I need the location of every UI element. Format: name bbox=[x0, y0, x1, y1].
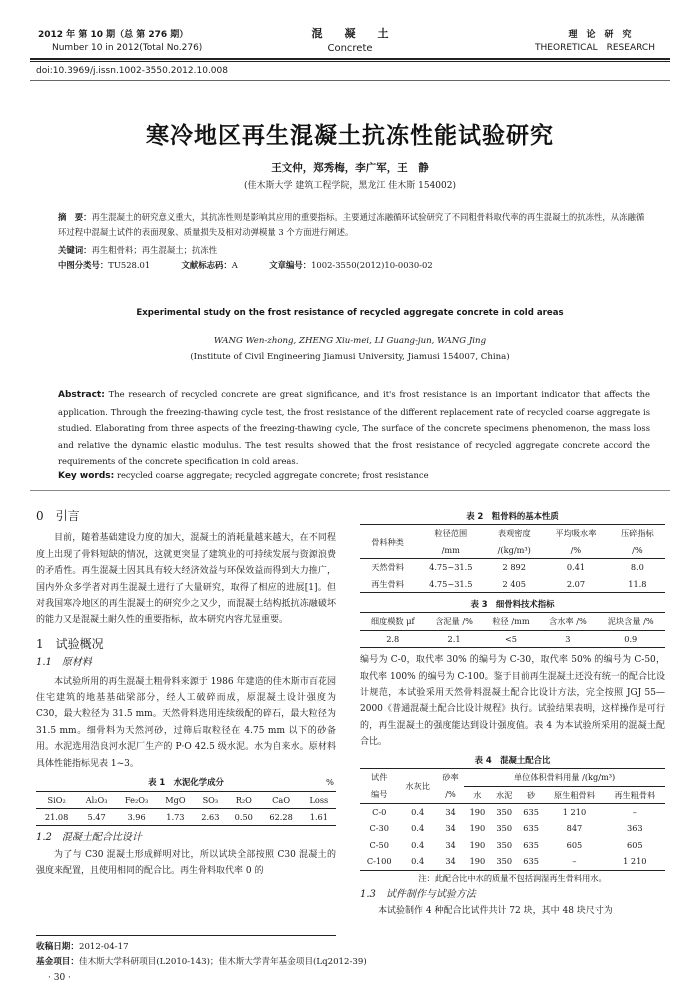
t4-cell: 635 bbox=[523, 823, 539, 834]
keywords-cn: 关键词：再生粗骨料；再生混凝土；抗冻性 bbox=[58, 245, 218, 255]
t1-value-cell: 21.08 bbox=[44, 811, 69, 822]
t2-cell: 11.8 bbox=[628, 578, 647, 589]
t4-cell: 0.4 bbox=[411, 823, 425, 834]
classification-line: 中图分类号：TU528.01 文献标志码：A 文章编号：1002-3550(2012)10-0030-02 bbox=[58, 260, 433, 270]
table-row bbox=[360, 576, 665, 593]
t4-cell: C-100 bbox=[366, 856, 392, 867]
t2-h4a: 压碎指标 bbox=[620, 528, 654, 539]
t4-h-sr-a: 砂率 bbox=[442, 772, 459, 783]
t4-cell: 847 bbox=[566, 823, 583, 834]
fund-info: 基金项目：佳木斯大学科研项目(L2010-143)；佳木斯大学青年基金项目(Lq2012-39) bbox=[36, 957, 367, 967]
section-1-3-title: 1.3 试件制作与试验方法 bbox=[360, 888, 476, 900]
t1-value-cell: 3.96 bbox=[127, 811, 146, 822]
t2-h-type: 骨料种类 bbox=[371, 536, 404, 547]
t1-header-cell: Fe₂O₃ bbox=[124, 794, 149, 805]
affiliation: (佳木斯大学 建筑工程学院，黑龙江 佳木斯 154002) bbox=[244, 181, 456, 191]
affiliation-en: (Institute of Civil Engineering Jiamusi University, Jiamusi 154007, China) bbox=[190, 352, 510, 362]
t4-cell: 605 bbox=[566, 839, 583, 850]
t4-cell: C-30 bbox=[369, 823, 389, 834]
right-para-1: 编号为 C-0，取代率 30% 的编号为 C-30，取代率 50% 的编号为 C-50，取代率 100% 的编号为 C-100。鉴于目前再生混凝土还没有统一的配合比设计规范，本试验采用天然骨料混凝土配合比设计方法，完全按照 JGJ 55—2000《普通混凝土配合比设计规程》执行。试验结果表明，这样操作是可行的，再生混凝土的强度能达到设计强度值。表 4 为本试验所采用的混凝土配合比。 bbox=[360, 655, 665, 748]
t4-cell: 635 bbox=[523, 806, 539, 817]
section-1-3-text: 本试验制作 4 种配合比试件共计 72 块，其中 48 块尺寸为 bbox=[378, 905, 613, 916]
table-3-caption: 表 3 细骨料技术指标 bbox=[470, 599, 555, 610]
t4-cell: C-0 bbox=[372, 806, 387, 817]
t4-cell: 0.4 bbox=[411, 856, 425, 867]
t4-cell: – bbox=[572, 856, 577, 867]
t4-cell: 350 bbox=[496, 823, 513, 834]
t4-cell: 363 bbox=[626, 823, 643, 834]
t1-header-cell: Loss bbox=[309, 794, 329, 805]
t1-value-cell: 62.28 bbox=[269, 811, 293, 822]
t1-header-cell: R₂O bbox=[235, 794, 252, 805]
t4-h-wc: 水灰比 bbox=[405, 780, 430, 791]
t3-header-cell: 含泥量 /% bbox=[435, 616, 473, 627]
section-1-title: 1 试验概况 bbox=[36, 636, 104, 651]
table-4-grid bbox=[360, 768, 665, 870]
t2-h3b: /% bbox=[570, 544, 582, 555]
section-0-title: 0 引言 bbox=[36, 509, 80, 523]
t1-value-cell: 0.50 bbox=[234, 811, 253, 822]
section-cn: 理 论 研 究 bbox=[568, 30, 632, 40]
table-row bbox=[360, 853, 665, 870]
t4-cell: 34 bbox=[445, 839, 456, 850]
t4-cell: 190 bbox=[469, 823, 486, 834]
table-1 bbox=[36, 774, 336, 826]
t4-sub-header: 砂 bbox=[527, 789, 536, 800]
t2-cell: 8.0 bbox=[630, 562, 644, 573]
right-column bbox=[360, 508, 665, 919]
t2-h4b: /% bbox=[632, 544, 643, 555]
t3-value-cell: 3 bbox=[565, 633, 571, 644]
t3-header-cell: 泥块含量 /% bbox=[607, 616, 654, 627]
t4-cell: 34 bbox=[445, 806, 456, 817]
t3-value-cell: 2.1 bbox=[447, 633, 461, 644]
t1-header-cell: SiO₂ bbox=[47, 794, 66, 805]
table-1-caption: 表 1 水泥化学成分 bbox=[148, 777, 224, 788]
t3-header-cell: 粒径 /mm bbox=[492, 616, 530, 627]
t2-cell: 2.07 bbox=[566, 578, 586, 589]
t4-h-group: 单位体积骨料用量 /(kg/m³) bbox=[464, 769, 665, 786]
section-1-2-text: 为了与 C30 混凝土形成鲜明对比，所以试块全部按照 C30 混凝土的强度来配置，且使用相同的配合比。再生骨料取代率 0 的 bbox=[36, 849, 336, 877]
t2-cell: 4.75~31.5 bbox=[429, 562, 473, 573]
t1-value-cell: 1.73 bbox=[166, 811, 185, 822]
table-3-grid bbox=[360, 612, 665, 648]
t3-header-cell: 含水率 /% bbox=[549, 616, 587, 627]
journal-en: Concrete bbox=[327, 43, 373, 54]
t4-cell: 0.4 bbox=[411, 806, 425, 817]
table-1-unit: % bbox=[326, 777, 334, 788]
table-row bbox=[360, 559, 665, 576]
received-date: 收稿日期：2012-04-17 bbox=[36, 942, 129, 952]
t4-cell: 34 bbox=[445, 856, 456, 867]
section-en: THEORETICAL RESEARCH bbox=[535, 43, 655, 53]
t2-h2b: /(kg/m³) bbox=[497, 544, 531, 555]
table-2-caption: 表 2 粗骨料的基本性质 bbox=[466, 511, 559, 521]
t1-header-cell: CaO bbox=[272, 794, 291, 805]
t4-cell: 1 210 bbox=[562, 806, 587, 817]
authors: 王文仲，郑秀梅，李广军，王 静 bbox=[271, 162, 429, 174]
table-4-caption: 表 4 混凝土配合比 bbox=[474, 754, 551, 765]
t4-cell: 350 bbox=[496, 839, 513, 850]
t1-value-cell: 1.61 bbox=[309, 811, 328, 822]
t4-cell: 0.4 bbox=[411, 839, 425, 850]
t4-cell: C-50 bbox=[369, 839, 389, 850]
t2-cell: 0.41 bbox=[566, 562, 586, 573]
header-rule-thin bbox=[30, 61, 670, 62]
t2-h1b: /mm bbox=[441, 544, 460, 555]
t2-cell: 再生骨料 bbox=[371, 578, 404, 589]
t4-cell: 190 bbox=[469, 806, 486, 817]
t1-value-cell: 2.63 bbox=[201, 811, 220, 822]
abstract-rule bbox=[30, 490, 670, 491]
t1-value-cell: 5.47 bbox=[87, 811, 106, 822]
authors-en: WANG Wen-zhong, ZHENG Xiu-mei, LI Guang-jun, WANG Jing bbox=[213, 336, 487, 346]
issue-cn: 2012 年 第 10 期（总 第 276 期） bbox=[38, 30, 189, 40]
doi[interactable]: doi:10.3969/j.issn.1002-3550.2012.10.008 bbox=[36, 66, 228, 76]
table-row bbox=[360, 837, 665, 853]
t4-cell: 34 bbox=[445, 823, 456, 834]
paper-title: 寒冷地区再生混凝土抗冻性能试验研究 bbox=[146, 123, 554, 149]
t4-sub-header: 再生粗骨料 bbox=[614, 789, 656, 800]
t4-h-id-b: 编号 bbox=[371, 789, 388, 800]
t2-h2a: 表观密度 bbox=[497, 528, 531, 539]
section-0-text: 目前，随着基础建设力度的加大，混凝土的消耗量越来越大，在不同程度上出现了骨料短缺的情况，这就更突显了建筑业的可持续发展与资源浪费的矛盾性。再生混凝土因其具有较大经济效益与环保效益而得到大力推广，国内外众多学者对再生混凝土进行了大量研究，取得了相应的进展[1]。但对我国寒冷地区的再生混凝土的研究少之又少，而混凝土结构抵抗冻融破坏的能力又是混凝土耐久性的重要指标，故本研究内容尤显重要。 bbox=[36, 533, 336, 626]
t2-h1a: 粒径范围 bbox=[434, 528, 468, 539]
t2-h3a: 平均吸水率 bbox=[555, 528, 597, 539]
abstract-en: Abstract: The research of recycled concrete are great significance, and it's frost resistance is an important indicator that affects the application. Through the freezing-thawing cycle test, the frost resistance of the different replacement rate of recycled coarse aggregate is studied. Elaborating from three aspects of the freezing-thawing cycle, The surface of the concrete specimens phenomenon, the mass loss and relative the dynamic elastic modulus. The test results showed that the frost resistance of recycled aggregate concrete accord the requirements of the concrete specification in cold areas. bbox=[58, 389, 650, 466]
t4-cell: 1 210 bbox=[623, 856, 647, 867]
t2-cell: 4.75~31.5 bbox=[429, 578, 473, 589]
t3-header-cell: 细度模数 μf bbox=[370, 616, 415, 627]
title-en: Experimental study on the frost resistance of recycled aggregate concrete in cold areas bbox=[136, 308, 564, 318]
section-1-2-title: 1.2 混凝土配合比设计 bbox=[36, 832, 142, 844]
t4-h-sr-b: /% bbox=[445, 789, 456, 800]
footnote-rule bbox=[36, 935, 336, 936]
t4-sub-header: 水 bbox=[473, 789, 482, 800]
t3-value-cell: 2.8 bbox=[386, 633, 400, 644]
t4-cell: 350 bbox=[496, 856, 513, 867]
t1-header-cell: SO₃ bbox=[202, 794, 219, 805]
t2-cell: 2 405 bbox=[502, 578, 526, 589]
table-4-note: 注：此配合比中水的质量不包括润湿再生骨料用水。 bbox=[418, 872, 607, 883]
t4-cell: 635 bbox=[523, 839, 539, 850]
t2-cell: 2 892 bbox=[502, 562, 526, 573]
t4-cell: 350 bbox=[496, 806, 513, 817]
table-2-grid bbox=[360, 524, 665, 593]
t4-h-id-a: 试件 bbox=[371, 772, 388, 783]
t4-sub-header: 原生粗骨料 bbox=[553, 789, 595, 800]
issue-en: Number 10 in 2012(Total No.276) bbox=[52, 43, 203, 53]
table-row bbox=[360, 803, 665, 820]
t4-cell: 605 bbox=[626, 839, 643, 850]
t4-cell: 635 bbox=[523, 856, 539, 867]
keywords-en: Key words: recycled coarse aggregate; recycled aggregate concrete; frost resistance bbox=[58, 470, 429, 481]
section-1-1-text: 本试验所用的再生混凝土粗骨料来源于 1986 年建造的佳木斯市百花园住宅建筑的地基基础梁部分，经人工破碎而成，原混凝土设计强度为 C30，最大粒径为 31.5 mm。天然骨料选用连续级配的碎石，最大粒径为 31.5 mm。细骨料为天然河砂，过筛后取粒径在 4.75 mm 以下的砂备用。水泥选用浩良河水泥厂生产的 P·O 42.5 级水泥。水为自来水。原材料具体性能指标见表 1~3。 bbox=[36, 676, 336, 769]
left-column bbox=[36, 508, 336, 880]
table-1-grid bbox=[36, 791, 336, 827]
t3-value-cell: 0.9 bbox=[624, 633, 638, 644]
journal-cn: 混 凝 土 bbox=[311, 27, 389, 40]
t2-cell: 天然骨料 bbox=[371, 562, 404, 573]
table-row bbox=[360, 820, 665, 836]
t1-header-cell: Al₂O₃ bbox=[85, 794, 108, 805]
page-number: · 30 · bbox=[48, 973, 71, 983]
t4-sub-header: 水泥 bbox=[496, 789, 513, 800]
t4-cell: 190 bbox=[469, 839, 486, 850]
t1-header-cell: MgO bbox=[165, 794, 186, 805]
t3-value-cell: <5 bbox=[504, 633, 518, 644]
section-1-1-title: 1.1 原材料 bbox=[36, 657, 92, 669]
t4-cell: – bbox=[632, 806, 637, 817]
doi-rule bbox=[30, 80, 670, 81]
header-rule bbox=[30, 58, 670, 60]
abstract-cn: 摘 要：再生混凝土的研究意义重大，其抗冻性则是影响其应用的重要指标。主要通过冻融循环试验研究了不同粗骨料取代率的再生混凝土的抗冻性，从冻融循环过程中混凝土试件的表面现象、质量损失及相对动弹模量 3 个方面进行阐述。 bbox=[58, 212, 645, 237]
t4-cell: 190 bbox=[469, 856, 486, 867]
